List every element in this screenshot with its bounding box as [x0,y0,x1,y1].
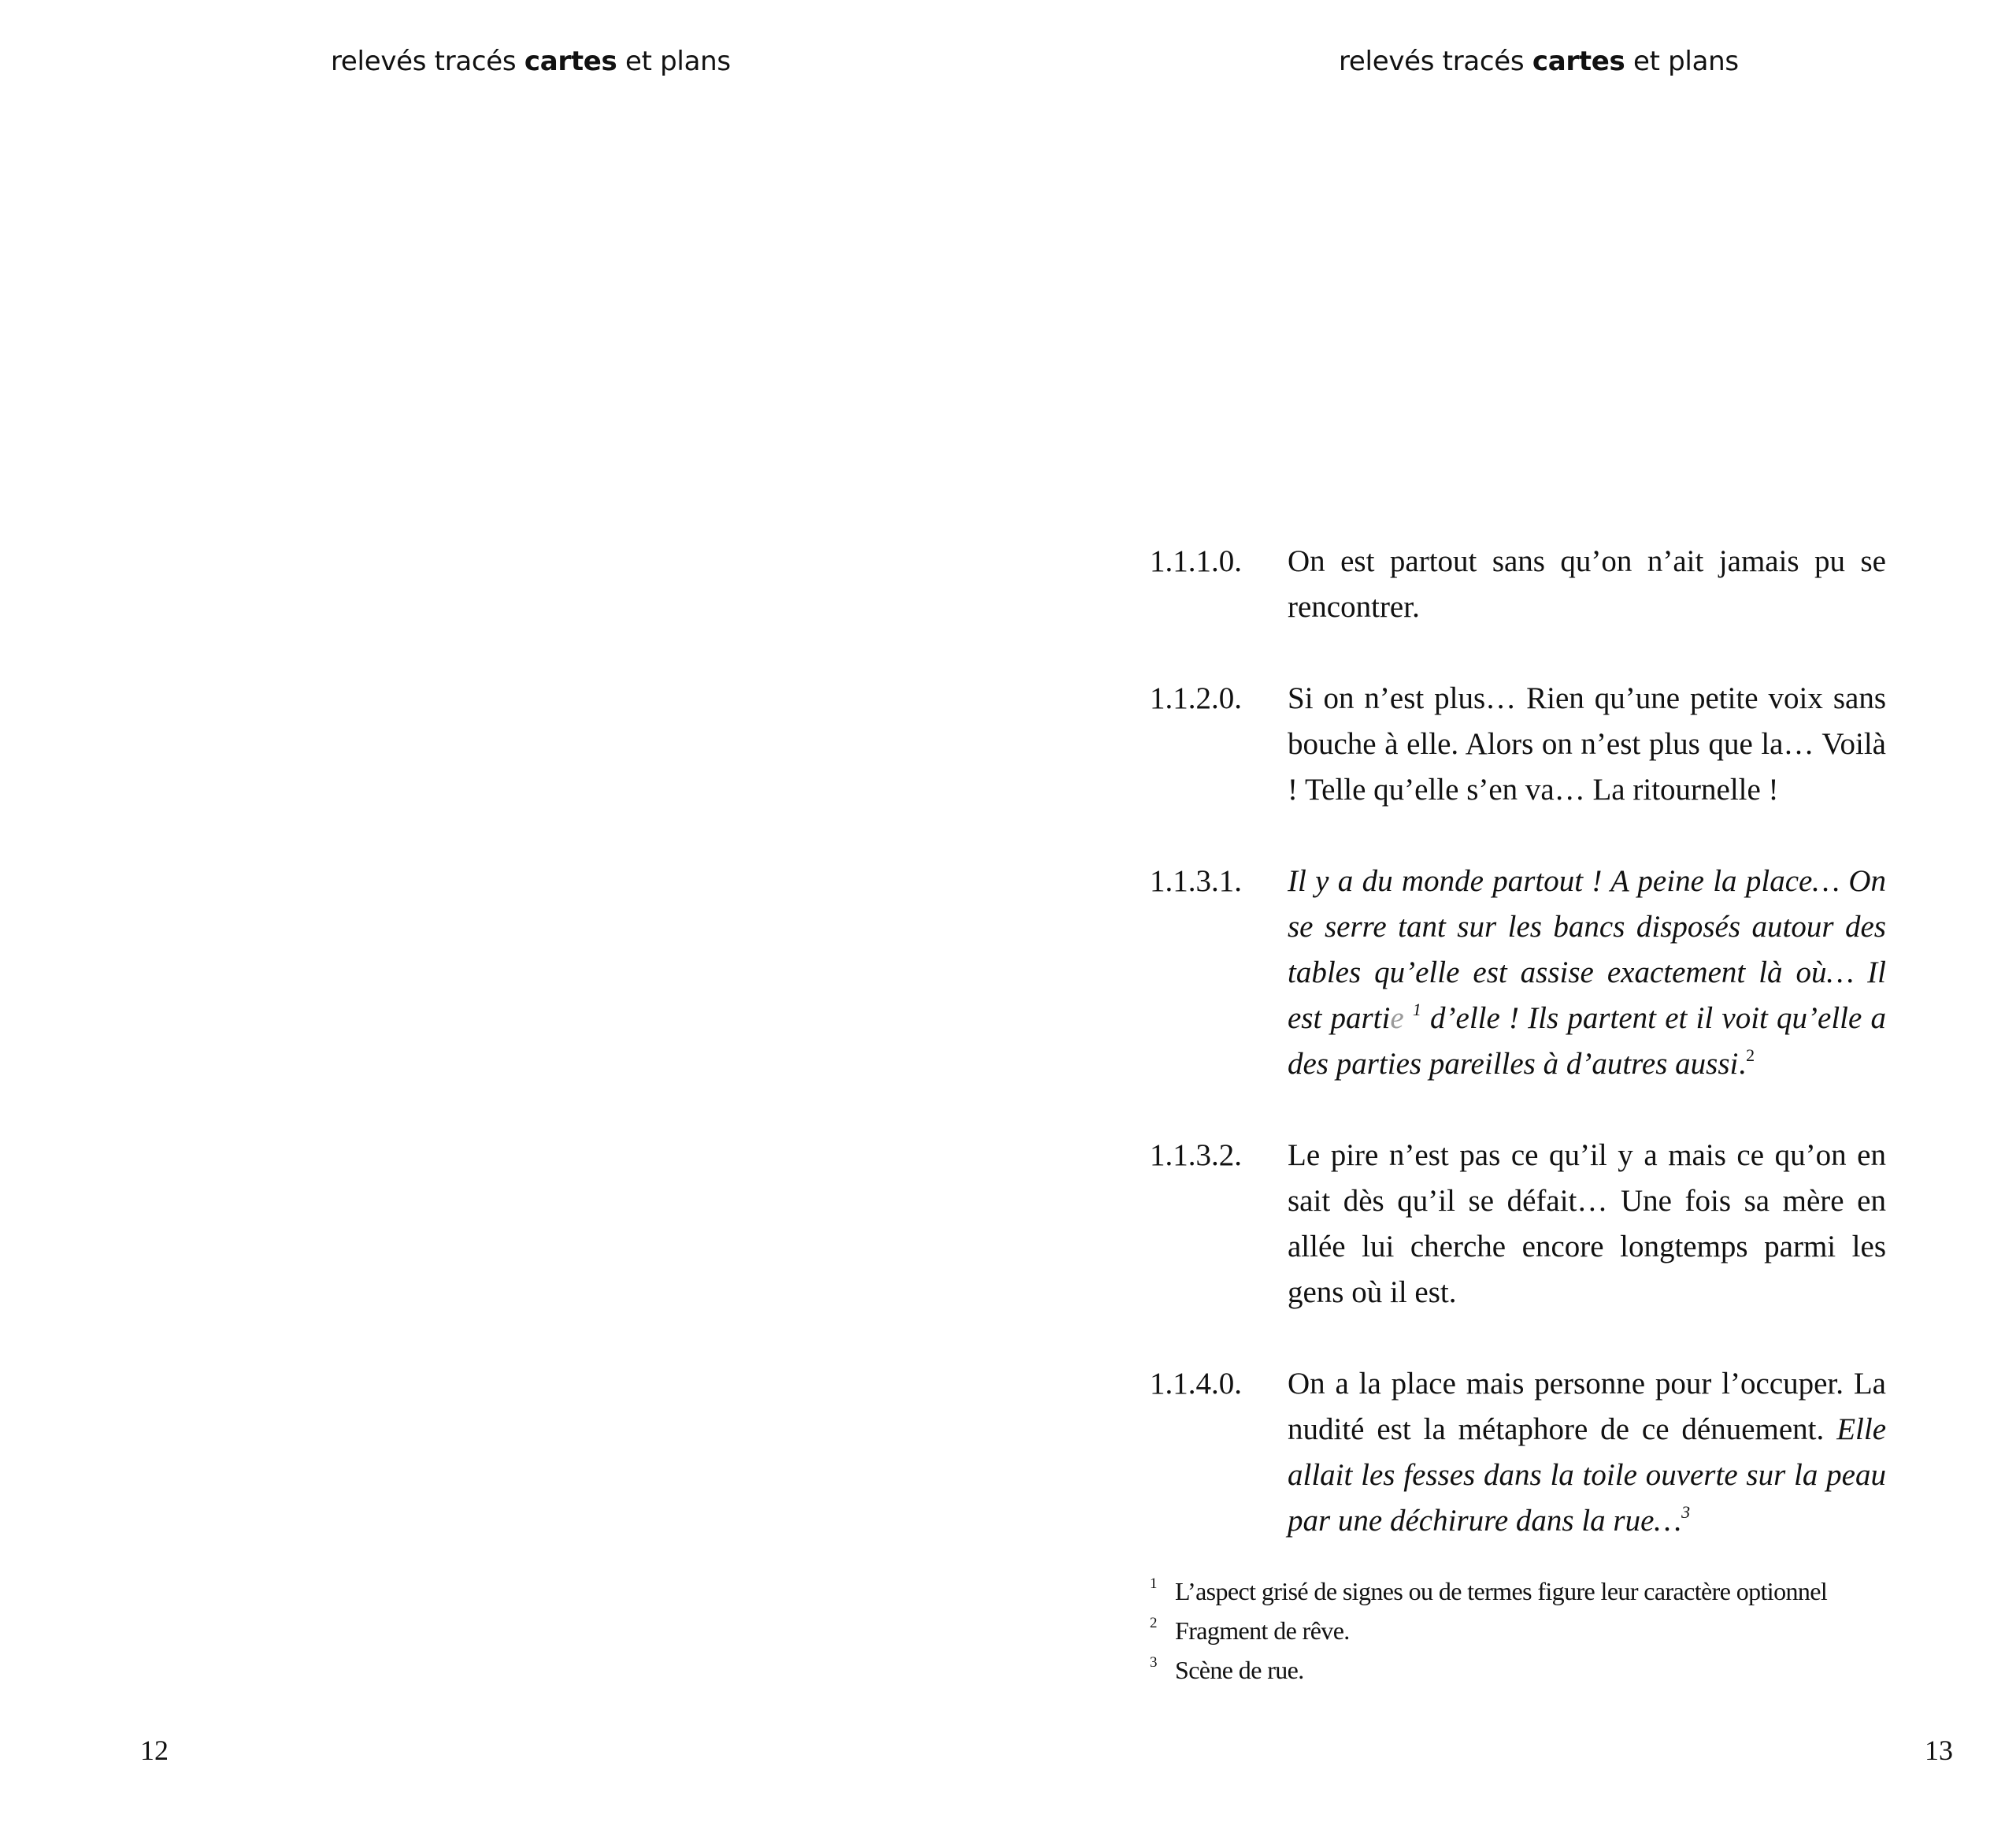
entry-text [1288,1361,1886,1544]
entry-paragraph: On est partout sans qu’on n’ait jamais pu se rencontrer. [1288,544,1886,624]
entry-text [1288,1133,1886,1315]
footnote-text: Fragment de rêve. [1175,1616,1350,1645]
entry-paragraph: Le pire n’est pas ce qu’il y a mais ce qu’on en sait dès qu’il se défait… Une fois sa mère en allée lui cherche encore longtemps parmi les gens où il est. [1288,1138,1886,1309]
running-head-suffix: et plans [617,46,731,77]
entry-text-part: d’elle ! Ils partent et il voit qu’elle a des parties pareilles à d’autres aussi [1288,1001,1887,1081]
entry-text [1288,539,1886,630]
entry-number: 1.1.1.0. [1150,544,1242,578]
running-head-bold: cartes [1532,46,1625,77]
entry-number: 1.1.3.2. [1150,1138,1242,1172]
page-number: 12 [140,1735,169,1766]
entry-number: 1.1.2.0. [1150,681,1242,715]
entry-text-part: Il y a du monde partout ! A peine la place… On se serre tant sur les bancs disposés autour des tables qu’elle est assise exactement là où… Il est parti [1288,864,1886,1035]
entry-text-part: On a la place mais personne pour l’occuper. La nudité est la métaphore de ce dénuement. [1288,1367,1886,1446]
footnote-mark: 1 [1150,1575,1157,1592]
entry-number: 1.1.3.1. [1150,864,1242,898]
running-head [331,44,731,79]
entry-text [1288,859,1886,1087]
footnote-ref: 2 [1746,1045,1755,1065]
entry-text [1288,676,1886,813]
running-head [1339,44,1739,79]
page-number: 13 [1925,1735,1953,1766]
entry-paragraph: Si on n’est plus… Rien qu’une petite voix sans bouche à elle. Alors on n’est plus que la… Voilà ! Telle qu’elle s’en va… La ritournelle ! [1288,681,1886,807]
entry-1-1-3-2 [1150,1133,1906,1315]
numbered-entries [1150,539,1906,1590]
entry-paragraph [1288,1361,1886,1544]
running-head-prefix: relevés tracés [331,46,524,77]
optional-letter: e [1390,1001,1404,1035]
footnote-mark: 2 [1150,1615,1157,1631]
entry-paragraph [1288,859,1886,1087]
entry-1-1-2-0 [1150,676,1906,813]
footnote-text: Scène de rue. [1175,1656,1304,1684]
entry-1-1-3-1 [1150,859,1906,1087]
footnote-mark: 3 [1150,1654,1157,1671]
running-head-suffix: et plans [1625,46,1739,77]
footnote [1150,1611,1906,1650]
entry-text-part: . [1738,1047,1747,1081]
footnote [1150,1571,1906,1611]
footnote-ref: 1 [1412,1000,1421,1019]
footnote-ref: 3 [1681,1502,1691,1522]
entry-number: 1.1.4.0. [1150,1367,1242,1401]
footnote [1150,1650,1906,1690]
running-head-bold: cartes [524,46,617,77]
entry-text-part: Elle allait les fesses dans la toile ouverte sur la peau par une déchirure dans la rue… [1288,1412,1887,1538]
running-head-prefix: relevés tracés [1339,46,1532,77]
footnote-text: L’aspect grisé de signes ou de termes figure leur caractère optionnel [1175,1577,1828,1605]
right-page [1008,0,2016,1833]
footnotes [1150,1571,1906,1690]
entry-1-1-4-0 [1150,1361,1906,1544]
entry-1-1-1-0 [1150,539,1906,630]
